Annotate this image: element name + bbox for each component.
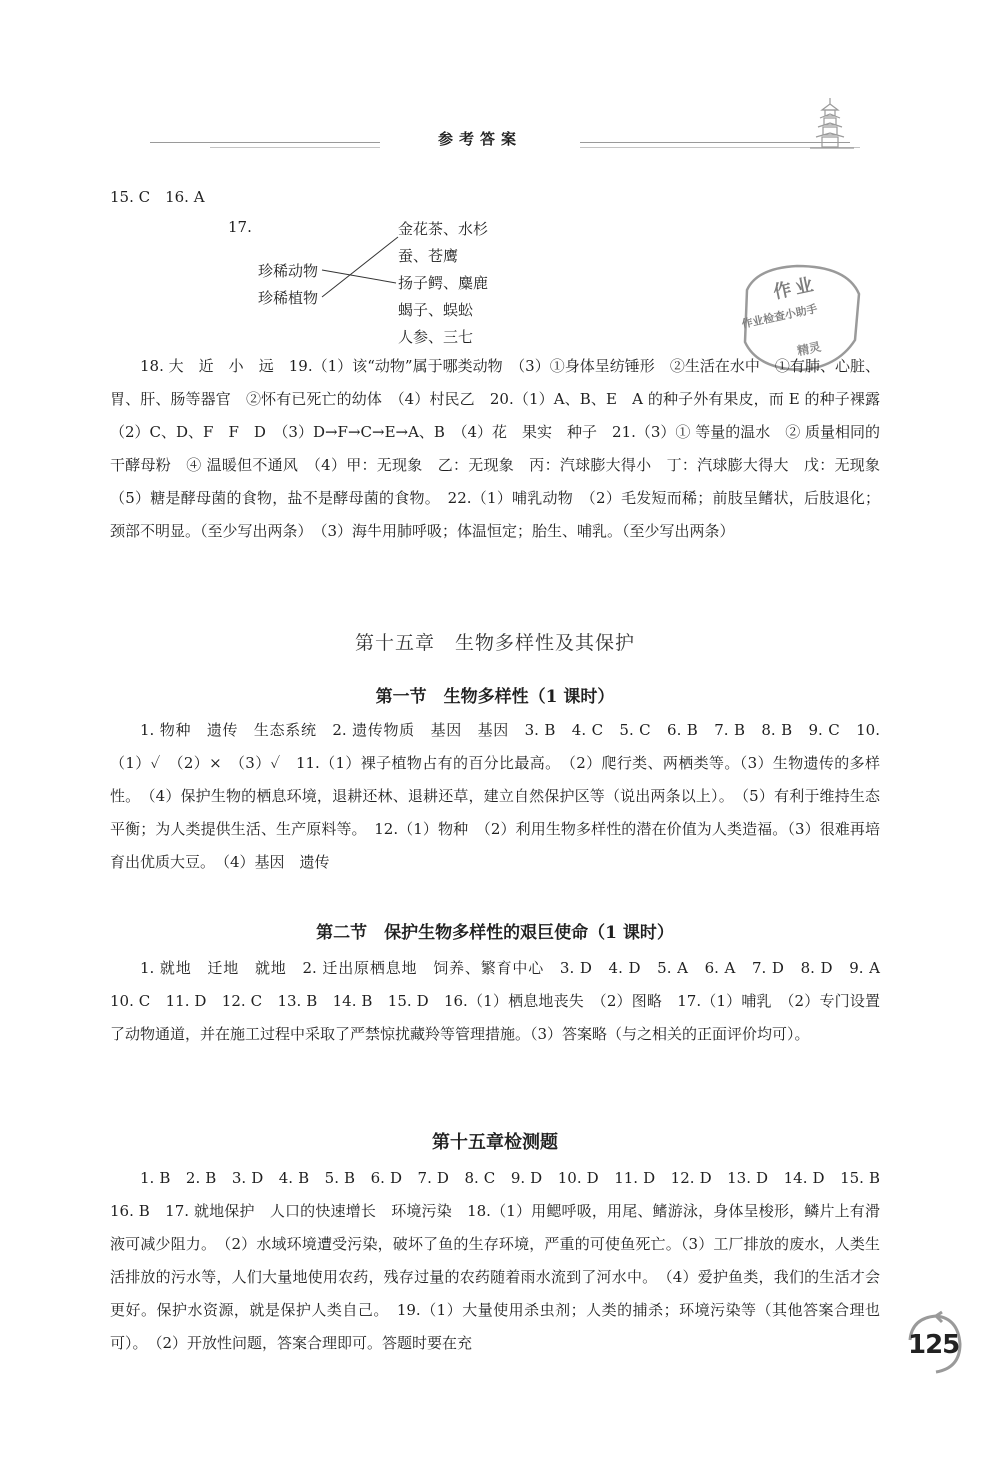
stamp-text: 作业检查小助手 (740, 302, 819, 331)
connector-line (322, 270, 396, 283)
page-number-badge (898, 1310, 968, 1380)
match-right-item: 蝎子、蜈蚣 (398, 301, 474, 319)
pagoda-icon (800, 96, 860, 154)
q17-label: 17. (228, 218, 252, 236)
chapter-heading: 第十五章 生物多样性及其保护 (354, 632, 635, 654)
test-answers: 1. B 2. B 3. D 4. B 5. B 6. D 7. D 8. C 9. D 10. D 11. D 12. D 13. D 14. D 15. B 16. B 17. 就地保护 人口的快速增长 环境污染 18.（1）用鳃呼吸，用尾、鳍游泳，身体呈梭形，鳞片上有滑液可减少阻力。 （2）水域环境遭受污染，破坏了鱼的生存环境，严重的可使鱼死亡。（3）工厂排放的废水，人类生活排放的污水等，人们大量地使用农药，残存过量的农药随着雨水流到了河水中。 （4）爱护鱼类，我们的生活才会更好。保护水资源，就是保护人类自己。 19.（1）大量使用杀虫剂；人类的捕杀；环境污染等（其他答案合理也可）。 （2）开放性问题，答案合理即可。答题时要在充 (110, 1169, 896, 1352)
section-heading-2: 第二节 保护生物多样性的艰巨使命（1 课时） (316, 923, 674, 943)
section-2-answers: 1. 就地 迁地 就地 2. 迁出原栖息地 饲养、繁育中心 3. D 4. D 5. A 6. A 7. D 8. D 9. A 10. C 11. D 12. C 13. B 14. B 15. D 16.（1）栖息地丧失 （2）图略 17.（1）哺乳 （2）专门设置了动物通道，并在施工过程中采取了严禁惊扰藏羚等管理措施。（3）答案略（与之相关的正面评价均可）。 (110, 959, 896, 1043)
match-right-item: 金花茶、水杉 (398, 220, 489, 238)
section-1-answers: 1. 物种 遗传 生态系统 2. 遗传物质 基因 基因 3. B 4. C 5. C 6. B 7. B 8. B 9. C 10.（1）✓ （2）× （3）✓ 11.（1）裸子植物占有的百分比最高。 （2）爬行类、两栖类等。（3）生物遗传的多样性。 （4）保护生物的栖息环境，退耕还林、退耕还草，建立自然保护区等（说出两条以上）。 （5）有利于维持生态平衡；为人类提供生活、生产原料等。 12.（1）物种 （2）利用生物多样性的潜在价值为人类造福。（3）很难再培育出优质大豆。 （4）基因 遗传 (110, 721, 880, 871)
stamp-text: 精灵 (795, 339, 823, 359)
match-right-item: 人参、三七 (398, 328, 474, 346)
page-header (150, 100, 890, 160)
page-number: 125 (908, 1330, 960, 1360)
match-left-item: 珍稀动物 (258, 262, 319, 280)
header-title: 参考答案 (380, 128, 580, 149)
match-right-item: 蚕、苍鹰 (398, 247, 459, 265)
match-left-item: 珍稀植物 (258, 289, 319, 307)
test-heading: 第十五章检测题 (432, 1132, 558, 1153)
connector-line (322, 237, 398, 297)
answer-paragraph-18-22: 18. 大 近 小 远 19.（1）该“动物”属于哪类动物 （3）①身体呈纺锤形 ②生活在水中 ①有肺、心脏、胃、肝、肠等器官 ②怀有已死亡的幼体 （4）村民乙 20.（1）A、B、E A 的种子外有果皮，而 E 的种子裸露 （2）C、D、F F D （3）D→F→C→E→A、B （4）花 果实 种子 21.（3）① 等量的温水 ② 质量相同的干酵母粉 ④ 温暖但不通风 （4）甲：无现象 乙：无现象 丙：汽球膨大得小 丁：汽球膨大得大 戊：无现象 （5）糖是酵母菌的食物，盐不是酵母菌的食物。 22.（1）哺乳动物 （2）毛发短而稀；前肢呈鳍状，后肢退化；颈部不明显。（至少写出两条） （3）海牛用肺呼吸；体温恒定；胎生、哺乳。（至少写出两条） (110, 357, 896, 540)
answer-line-15-16: 15. C 16. A (110, 188, 205, 206)
stamp-text: 作业 (771, 273, 820, 304)
match-right-item: 扬子鳄、麋鹿 (398, 274, 489, 292)
section-heading-1: 第一节 生物多样性（1 课时） (375, 687, 615, 707)
